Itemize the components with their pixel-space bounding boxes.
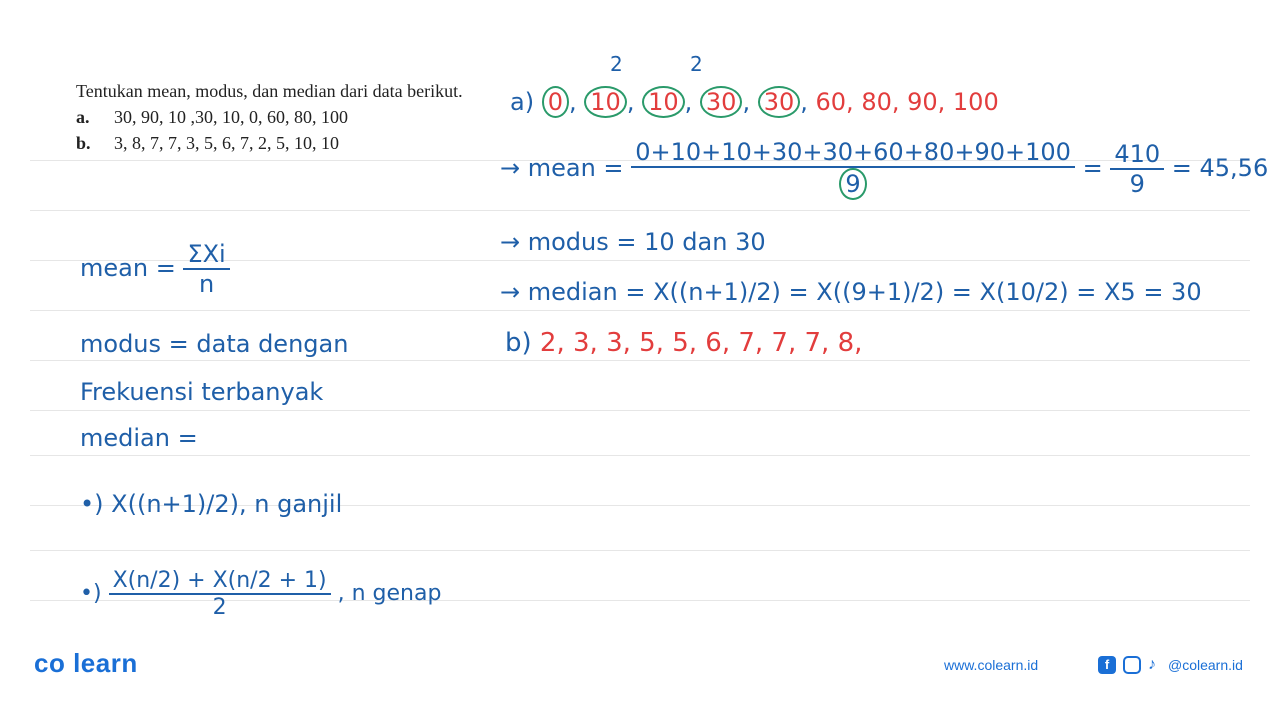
problem-item-b xyxy=(76,130,496,156)
solution-mean-simplified-num: 410 xyxy=(1110,140,1164,170)
solution-a-sorted: a) 0 , 10 , 10 , 30 , 30 , 60, 80, 90, 100 xyxy=(510,88,999,116)
ruled-line xyxy=(30,210,1250,211)
note-median-even-suffix: , n genap xyxy=(337,581,442,606)
solution-b-line xyxy=(505,328,862,358)
brace-count-2: 2 xyxy=(690,52,703,76)
circled-value: 10 xyxy=(642,86,685,118)
footer-url[interactable]: www.colearn.id xyxy=(944,657,1039,673)
solution-mean-numerator: 0+10+10+30+30+60+80+90+100 xyxy=(631,138,1075,168)
note-modus-line-1: modus = data dengan xyxy=(80,330,349,358)
ruled-line xyxy=(30,360,1250,361)
colearn-logo: co learn xyxy=(34,648,138,678)
note-mean-numerator: ΣXi xyxy=(183,240,229,270)
note-mean-formula xyxy=(80,240,230,298)
solution-a-label: a) xyxy=(510,88,535,116)
problem-item-a xyxy=(76,104,496,130)
brace-count-1: 2 xyxy=(610,52,623,76)
item-a-key: a. xyxy=(76,107,90,127)
ruled-line xyxy=(30,550,1250,551)
note-mean-denominator: n xyxy=(198,270,215,298)
facebook-icon[interactable]: f xyxy=(1098,656,1116,674)
ruled-line xyxy=(30,310,1250,311)
solution-modus-line: → modus = 10 dan 30 xyxy=(500,228,766,256)
solution-b-label: b) xyxy=(505,328,532,358)
solution-mean-label: → mean = xyxy=(500,154,624,182)
note-median-even-numerator: X(n/2) + X(n/2 + 1) xyxy=(109,568,331,595)
solution-mean-denominator: 9 xyxy=(839,168,866,200)
item-b-key: b. xyxy=(76,133,91,153)
solution-mean-simplified xyxy=(1110,140,1164,198)
item-a-data: 30, 90, 10 ,30, 10, 0, 60, 80, 100 xyxy=(114,107,348,127)
problem-statement xyxy=(76,78,496,156)
note-median-even-fraction xyxy=(109,568,331,620)
item-b-data: 3, 8, 7, 7, 3, 5, 6, 7, 2, 5, 10, 10 xyxy=(114,133,339,153)
solution-mean-fraction xyxy=(631,138,1075,200)
sorted-rest: 60, 80, 90, 100 xyxy=(815,88,999,116)
tiktok-icon[interactable]: ♪ xyxy=(1148,656,1156,673)
problem-intro: Tentukan mean, modus, dan median dari data berikut. xyxy=(76,81,463,101)
circled-value: 30 xyxy=(758,86,801,118)
circled-value: 10 xyxy=(584,86,627,118)
circled-value: 0 xyxy=(542,86,569,118)
note-median-label: median = xyxy=(80,424,198,452)
solution-mean-line: → mean = $\frac{0+10+10+30+30+60+80+90+100}{9}$ = $\frac{410}{9}$ = 45,56 xyxy=(500,138,1269,198)
solution-b-sorted: 2, 3, 3, 5, 5, 6, 7, 7, 7, 8, xyxy=(539,328,863,358)
circled-value: 30 xyxy=(700,86,743,118)
solution-median-line: → median = X((n+1)/2) = X((9+1)/2) = X(10/2) = X5 = 30 xyxy=(500,278,1202,306)
ruled-line xyxy=(30,410,1250,411)
solution-mean-simplified-den: 9 xyxy=(1129,170,1145,198)
note-median-even: •) $\frac{X(n/2) + X(n/2 + 1)}{2}$ , n genap xyxy=(80,568,442,620)
social-handle[interactable]: @colearn.id xyxy=(1168,657,1243,673)
note-median-even-denominator: 2 xyxy=(212,595,227,620)
ruled-line xyxy=(30,455,1250,456)
note-mean-fraction xyxy=(183,240,229,298)
note-median-odd: •) X((n+1)/2), n ganjil xyxy=(80,490,343,518)
note-mean-lhs: mean = xyxy=(80,254,176,282)
note-modus-line-2: Frekuensi terbanyak xyxy=(80,378,324,406)
solution-mean-result: = 45,56 xyxy=(1171,154,1269,182)
instagram-icon[interactable] xyxy=(1123,656,1141,674)
